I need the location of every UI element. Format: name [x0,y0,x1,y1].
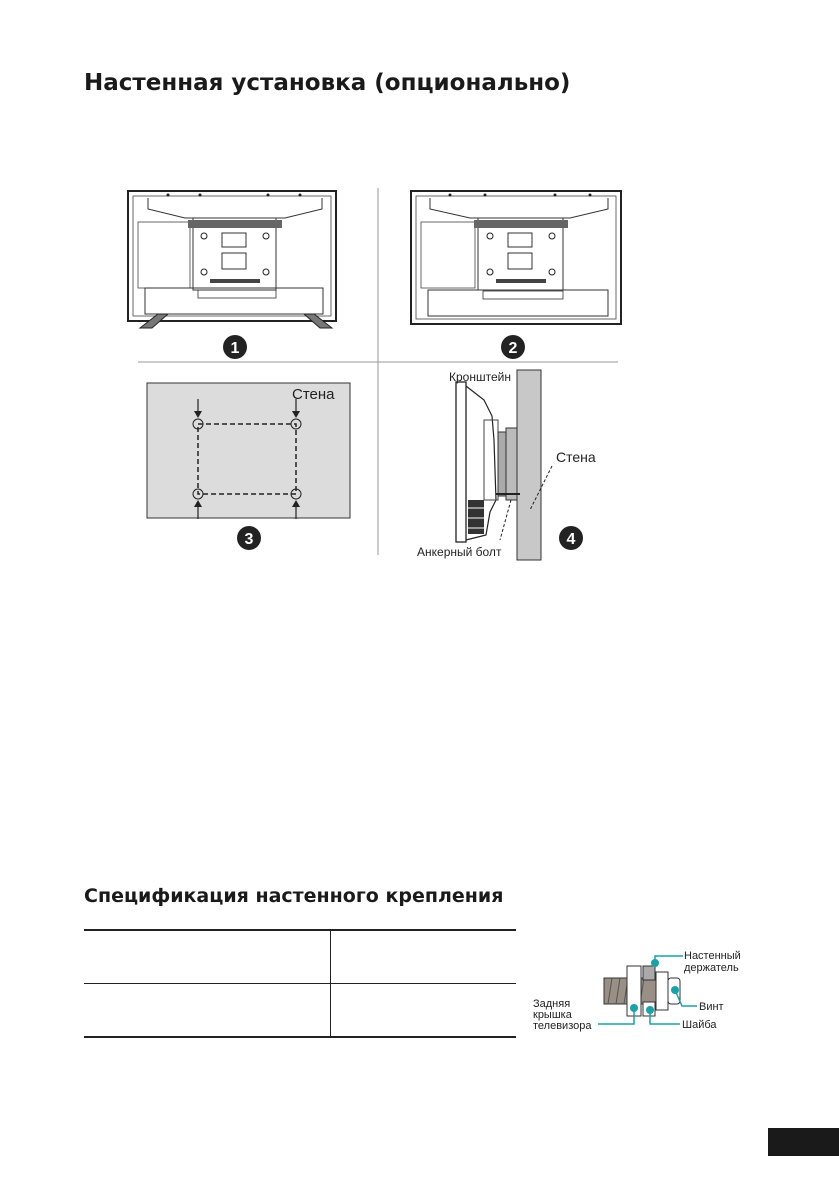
anchor-bolt-label: Анкерный болт [417,545,502,559]
screw-label: Винт [699,1001,724,1013]
step-3-badge [237,526,261,550]
table-cell [84,984,331,1038]
back-cover-label-line1: Задняя [533,998,571,1010]
step-1-badge [223,335,247,359]
spec-section-title: Спецификация настенного крепления [84,885,504,907]
table-row [84,930,516,984]
tv-back-without-stand [411,191,621,324]
tv-back-with-stand [128,191,336,328]
back-cover-label-line2: крышка [533,1009,572,1021]
step-4-badge [559,526,583,550]
step-1-number: 1 [230,340,240,357]
back-cover-label-line3: телевизора [533,1020,592,1032]
step-2-badge [501,335,525,359]
step-4-number: 4 [566,531,576,548]
page-title: Настенная установка (опционально) [84,70,571,96]
wall-label-panel4: Стена [556,449,596,465]
table-row [84,984,516,1038]
bracket-label: Кронштейн [449,370,511,384]
washer-label: Шайба [682,1019,717,1031]
table-cell [84,930,331,984]
wall-mount-spec-table [84,929,516,1038]
wall-holder-label-line2: держатель [684,962,739,974]
table-cell [331,984,517,1038]
side-view-wall-mount [456,370,552,560]
wall-holder-label-line1: Настенный [684,950,741,962]
wall-label-panel3: Стена [292,386,335,403]
screw-mount-diagram [598,956,697,1024]
step-3-number: 3 [244,531,254,548]
table-cell [331,930,517,984]
wall-hole-layout [147,383,350,519]
page-marker-tab [768,1128,839,1156]
step-2-number: 2 [508,340,518,357]
